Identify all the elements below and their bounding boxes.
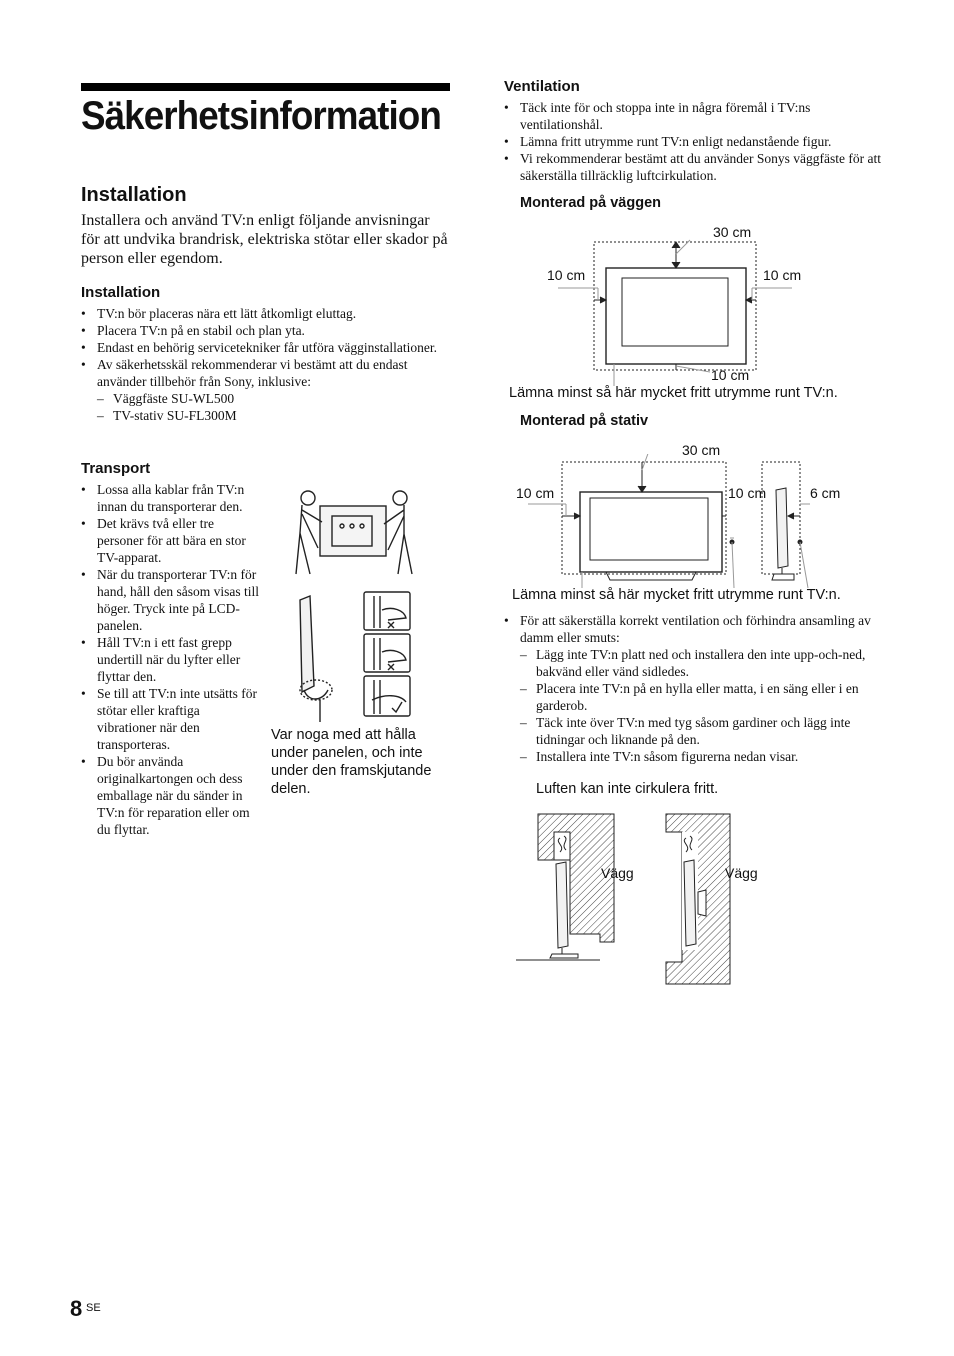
list-item: • Endast en behörig servicetekniker får utföra vägginstallationer. xyxy=(81,339,451,356)
page-title: Säkerhetsinformation xyxy=(81,94,441,138)
air-wall-left-label: Vägg xyxy=(601,865,634,881)
air-circulation-diagram xyxy=(514,812,734,988)
transport-heading: Transport xyxy=(81,460,151,477)
stand-right-label: 10 cm xyxy=(728,485,767,501)
stand-mount-heading: Monterad på stativ xyxy=(520,413,649,429)
stand-mount-clearance-diagram xyxy=(510,454,840,590)
transport-list xyxy=(81,481,261,838)
list-item: • När du transporterar TV:n för hand, håll den såsom visas till höger. Tryck inte på LCD-panelen. xyxy=(81,566,261,634)
list-item: • Håll TV:n i ett fast grepp undertill när du lyfter eller flyttar den. xyxy=(81,634,261,685)
list-item: • Täck inte för och stoppa inte in några föremål i TV:ns ventilationshål. xyxy=(504,99,884,133)
title-rule xyxy=(81,83,450,91)
installation-subheading: Installation xyxy=(81,284,161,301)
transport-section xyxy=(81,460,261,838)
wall-caption: Lämna minst så här mycket fritt utrymme runt TV:n. xyxy=(509,385,838,401)
wall-right-label: 10 cm xyxy=(763,267,802,283)
wall-mount-heading: Monterad på väggen xyxy=(520,195,661,211)
wall-mount-clearance-diagram xyxy=(540,236,800,386)
grip-illustration xyxy=(288,590,418,725)
installation-section xyxy=(81,184,451,268)
ventilation-heading: Ventilation xyxy=(504,78,580,95)
installation-heading: Installation xyxy=(81,184,187,206)
stand-top-label: 30 cm xyxy=(682,442,721,458)
list-item: • För att säkerställa korrekt ventilation och förhindra ansamling av damm eller smuts: xyxy=(504,612,876,646)
installation-intro: Installera och använd TV:n enligt följande anvisningar för att undvika brandrisk, elektriska stötar eller skador på person eller egendom. xyxy=(81,212,448,267)
list-item: • Det krävs två eller tre personer för att bära en stor TV-apparat. xyxy=(81,515,261,566)
list-item: • Placera TV:n på en stabil och plan yta. xyxy=(81,322,451,339)
air-caption: Luften kan inte cirkulera fritt. xyxy=(536,781,719,797)
stand-back-label: 6 cm xyxy=(810,485,841,501)
accessory-list xyxy=(97,390,451,424)
ventilation-extra xyxy=(504,612,876,765)
ventilation-extra-list xyxy=(504,612,876,646)
list-item: • Lossa alla kablar från TV:n innan du transporterar den. xyxy=(81,481,261,515)
page-number: 8 xyxy=(70,1296,83,1321)
ventilation-extra-sublist xyxy=(520,646,876,765)
ventilation-section xyxy=(504,78,884,184)
list-item: • Lämna fritt utrymme runt TV:n enligt nedanstående figur. xyxy=(504,133,884,150)
list-item: – Placera inte TV:n på en hylla eller matta, i en säng eller i en garderob. xyxy=(520,680,876,714)
list-item: – Lägg inte TV:n platt ned och installera den inte upp-och-ned, bakvänd eller vänd sidledes. xyxy=(520,646,876,680)
stand-left-label: 10 cm xyxy=(516,485,555,501)
stand-caption: Lämna minst så här mycket fritt utrymme runt TV:n. xyxy=(512,587,841,603)
list-item: • Av säkerhetsskäl rekommenderar vi bestämt att du endast använder tillbehör från Sony, inklusive: xyxy=(81,356,451,390)
list-item: – Väggfäste SU-WL500 xyxy=(97,390,451,407)
page-language: SE xyxy=(86,1302,101,1314)
wall-left-label: 10 cm xyxy=(547,267,586,283)
wall-bottom-label: 10 cm xyxy=(711,367,750,383)
ventilation-list xyxy=(504,99,884,184)
grip-figure-caption: Var noga med att hålla under panelen, och inte under den framskjutande delen. xyxy=(271,727,432,797)
installation-rules xyxy=(81,284,451,424)
air-wall-right-label: Vägg xyxy=(725,865,758,881)
list-item: • TV:n bör placeras nära ett lätt åtkomligt eluttag. xyxy=(81,305,451,322)
list-item: – Installera inte TV:n såsom figurerna nedan visar. xyxy=(520,748,876,765)
list-item: – TV-stativ SU-FL300M xyxy=(97,407,451,424)
list-item: • Du bör använda originalkartongen och dess emballage när du sänder in TV:n för reparation eller om du flyttar. xyxy=(81,753,261,838)
list-item: – Täck inte över TV:n med tyg såsom gardiner och lägg inte tidningar och liknande på den. xyxy=(520,714,876,748)
carrying-tv-illustration xyxy=(292,488,416,578)
wall-top-label: 30 cm xyxy=(713,224,752,240)
list-item: • Se till att TV:n inte utsätts för stötar eller kraftiga vibrationer när den transporteras. xyxy=(81,685,261,753)
list-item: • Vi rekommenderar bestämt att du använder Sonys väggfäste för att säkerställa tillräcklig luftcirkulation. xyxy=(504,150,884,184)
installation-list xyxy=(81,305,451,390)
